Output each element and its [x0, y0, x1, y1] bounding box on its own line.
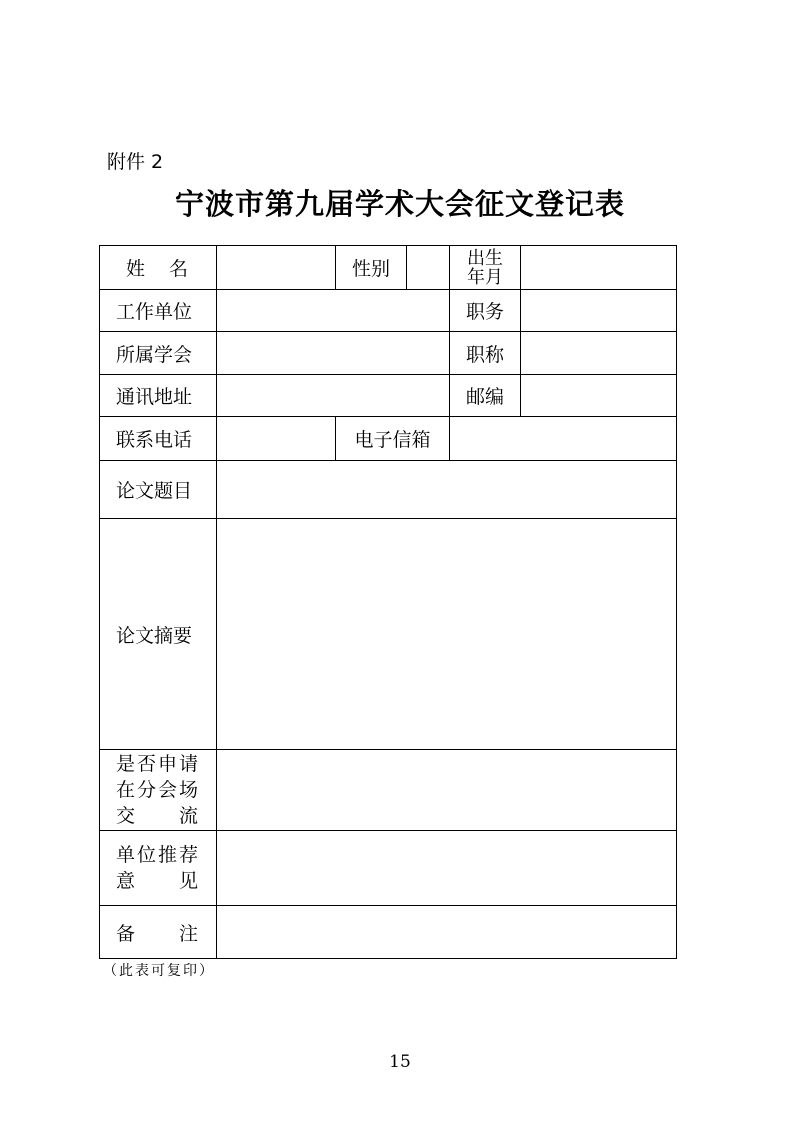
paper-title-label: 论文题目 — [100, 461, 217, 519]
form-row-abstract — [100, 519, 677, 750]
birth-label-line1: 出生 — [467, 247, 503, 269]
form-row-work-unit — [100, 290, 677, 332]
exchange-label-line3: 交流 — [116, 805, 198, 827]
form-row-address — [100, 375, 677, 417]
form-row-exchange — [100, 750, 677, 831]
exchange-label-line1: 是否申请 — [116, 753, 198, 775]
recommendation-label — [100, 831, 217, 906]
copy-note: （此表可复印） — [103, 963, 215, 979]
exchange-label — [100, 750, 217, 831]
exchange-field[interactable] — [217, 750, 677, 831]
form-row-contact — [100, 417, 677, 461]
paper-title-field[interactable] — [217, 461, 677, 519]
postcode-field[interactable] — [521, 375, 677, 417]
form-row-remarks — [100, 906, 677, 959]
page-number: 15 — [389, 1052, 411, 1072]
attachment-label: 附件 2 — [107, 151, 164, 173]
gender-label: 性别 — [336, 246, 407, 290]
title-label: 职称 — [450, 332, 521, 375]
postcode-label: 邮编 — [450, 375, 521, 417]
form-row-paper-title — [100, 461, 677, 519]
address-field[interactable] — [217, 375, 450, 417]
abstract-field[interactable] — [217, 519, 677, 750]
position-field[interactable] — [521, 290, 677, 332]
society-field[interactable] — [217, 332, 450, 375]
remarks-label: 备注 — [100, 906, 217, 959]
email-field[interactable] — [450, 417, 677, 461]
work-unit-label: 工作单位 — [100, 290, 217, 332]
title-field[interactable] — [521, 332, 677, 375]
recommendation-label-line1: 单位推荐 — [116, 844, 198, 866]
page-title: 宁波市第九届学术大会征文登记表 — [174, 187, 625, 221]
position-label: 职务 — [450, 290, 521, 332]
registration-form-table — [99, 245, 677, 959]
name-field[interactable] — [217, 246, 336, 290]
work-unit-field[interactable] — [217, 290, 450, 332]
address-label: 通讯地址 — [100, 375, 217, 417]
recommendation-field[interactable] — [217, 831, 677, 906]
form-row-society — [100, 332, 677, 375]
name-label: 姓名 — [100, 246, 217, 290]
phone-label: 联系电话 — [100, 417, 217, 461]
birth-field[interactable] — [521, 246, 677, 290]
exchange-label-line2: 在分会场 — [116, 779, 198, 801]
birth-label-line2: 年月 — [467, 266, 503, 288]
remarks-field[interactable] — [217, 906, 677, 959]
phone-field[interactable] — [217, 417, 336, 461]
society-label: 所属学会 — [100, 332, 217, 375]
recommendation-label-line2: 意见 — [116, 870, 198, 892]
gender-field[interactable] — [407, 246, 450, 290]
email-label: 电子信箱 — [336, 417, 450, 461]
form-row-name — [100, 246, 677, 290]
birth-label — [450, 246, 521, 290]
form-row-recommendation — [100, 831, 677, 906]
abstract-label: 论文摘要 — [100, 519, 217, 750]
